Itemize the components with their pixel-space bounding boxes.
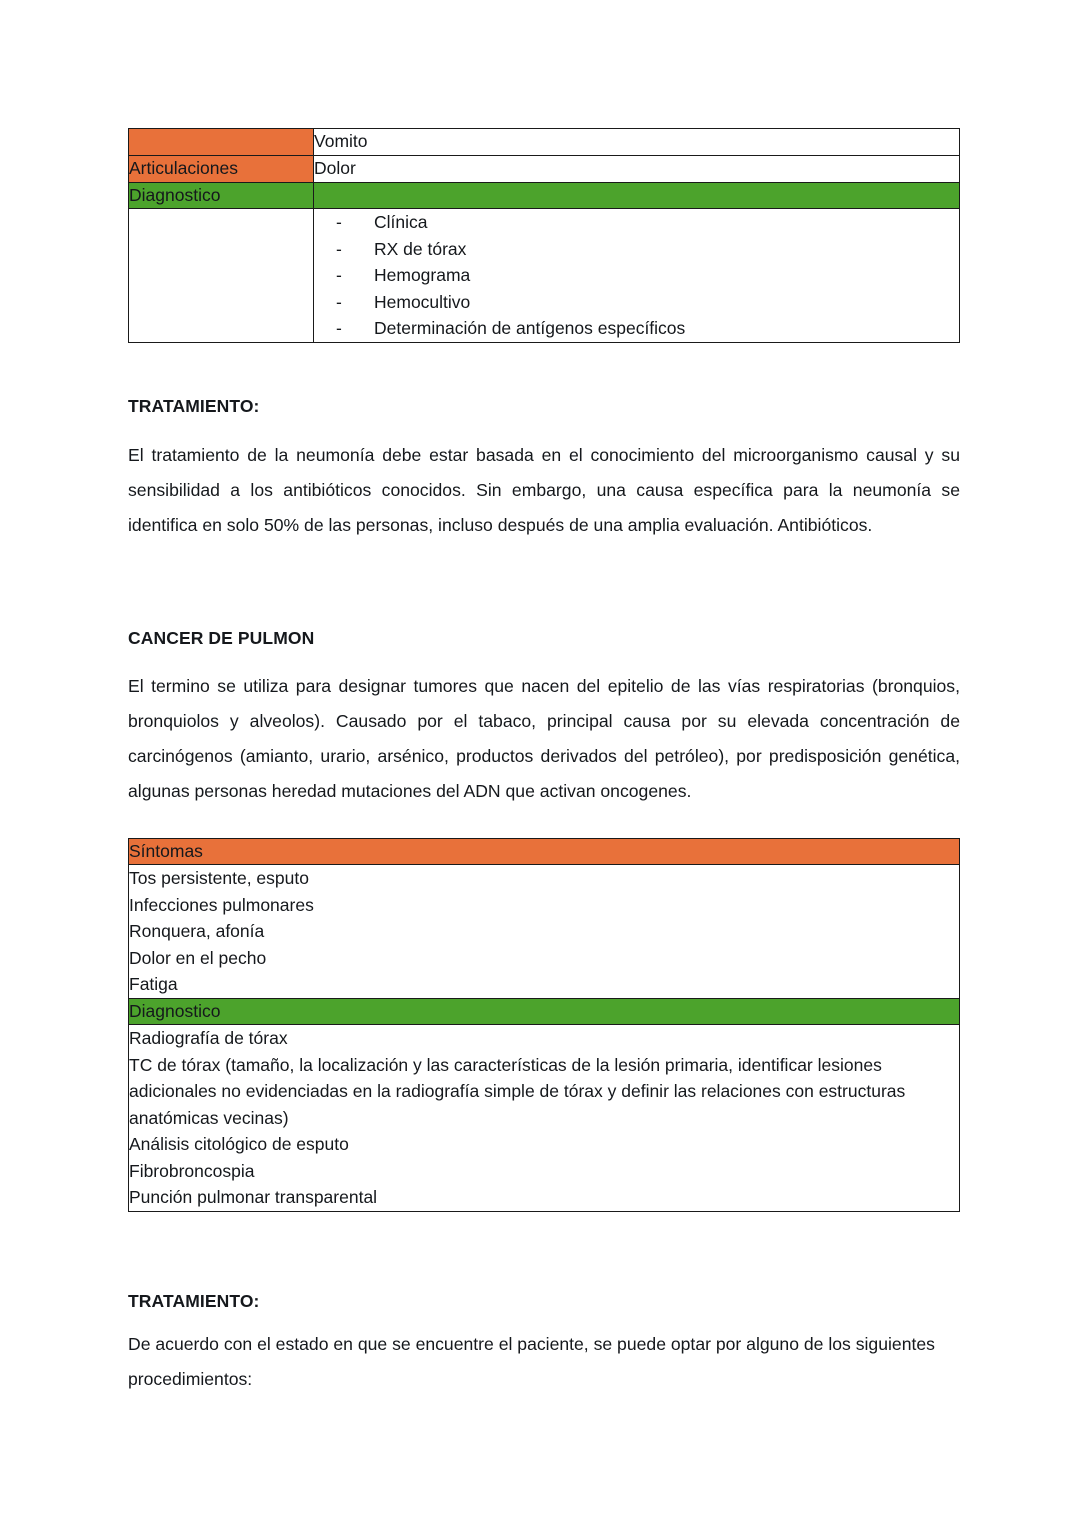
list-item: - Clínica	[314, 209, 959, 236]
list-item: - Hemocultivo	[314, 289, 959, 316]
table-row	[129, 129, 960, 156]
list-item: Ronquera, afonía	[129, 921, 265, 942]
cell-header-diagnostico-cancer: Diagnostico	[129, 998, 960, 1024]
list-item: - Determinación de antígenos específicos	[314, 315, 959, 342]
list-item: Punción pulmonar transparental	[129, 1187, 378, 1208]
cell-header-diagnostico-spacer	[314, 183, 960, 209]
cell-header-sintomas: Síntomas	[129, 839, 960, 865]
list-item: Tos persistente, esputo	[129, 868, 309, 889]
table-row	[129, 865, 960, 999]
table-row	[129, 183, 960, 209]
cell-label-vomito	[129, 129, 314, 156]
paragraph-cancer-de-pulmon: El termino se utiliza para designar tumores que nacen del epitelio de las vías respiratorias (bronquios, bronquiolos y alveolos). Causado por el tabaco, principal causa por su elevada concentración de carcinógenos (amianto, urario, arsénico, productos derivados del petróleo), por predisposición genética, algunas personas heredad mutaciones del ADN que activan oncogenes.	[128, 676, 960, 801]
table-row	[129, 209, 960, 343]
cell-sintomas-list	[129, 865, 960, 999]
list-item: Radiografía de tórax	[129, 1028, 288, 1049]
diagnostico-dash-list	[314, 209, 959, 342]
cell-value-vomito: Vomito	[314, 129, 960, 156]
list-item: Dolor en el pecho	[129, 947, 267, 968]
table-sintomas-diagnostico-cancer	[128, 838, 960, 1212]
cell-value-dolor: Dolor	[314, 156, 960, 183]
sintomas-list	[129, 865, 959, 998]
list-item: TC de tórax (tamaño, la localización y las características de la lesión primaria, identificar lesiones adicionales no evidenciadas en la radiografía simple de tórax y definir las relaciones con estructuras anatómicas vecinas)	[129, 1054, 906, 1128]
list-item: Fibrobroncospia	[129, 1160, 255, 1181]
cell-label-articulaciones: Articulaciones	[129, 156, 314, 183]
table-sintomas-diagnostico-neumonia	[128, 128, 960, 343]
paragraph-tratamiento-neumonia: El tratamiento de la neumonía debe estar basada en el conocimiento del microorganismo causal y su sensibilidad a los antibióticos conocidos. Sin embargo, una causa específica para la neumonía se identifica en solo 50% de las personas, incluso después de una amplia evaluación. Antibióticos.	[128, 445, 960, 535]
list-item: Fatiga	[129, 974, 178, 995]
paragraph-tratamiento-cancer: De acuerdo con el estado en que se encuentre el paciente, se puede optar por alguno de los siguientes procedimientos:	[128, 1334, 935, 1389]
table-row	[129, 1025, 960, 1212]
cell-empty-left	[129, 209, 314, 343]
table-row	[129, 998, 960, 1024]
list-item: Análisis citológico de esputo	[129, 1134, 349, 1155]
heading-tratamiento-neumonia: TRATAMIENTO:	[128, 396, 260, 416]
list-item: - Hemograma	[314, 262, 959, 289]
diagnostico-list-cancer	[129, 1025, 959, 1211]
heading-cancer-de-pulmon: CANCER DE PULMON	[128, 628, 315, 648]
cell-diagnostico-list	[314, 209, 960, 343]
heading-tratamiento-cancer: TRATAMIENTO:	[128, 1291, 260, 1311]
cell-header-diagnostico: Diagnostico	[129, 183, 314, 209]
table-row	[129, 839, 960, 865]
cell-diagnostico-list-cancer	[129, 1025, 960, 1212]
table-row	[129, 156, 960, 183]
list-item: - RX de tórax	[314, 236, 959, 263]
list-item: Infecciones pulmonares	[129, 894, 314, 915]
